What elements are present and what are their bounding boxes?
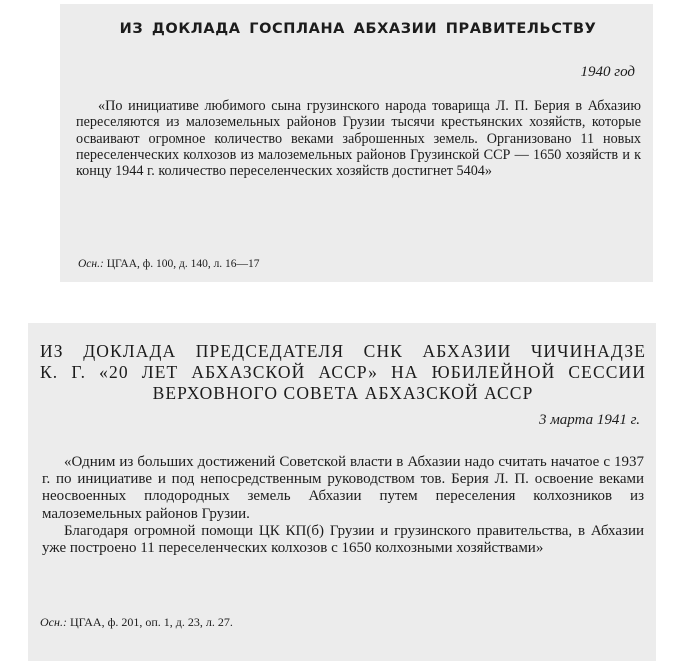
doc2-paragraph-1: «Одним из больших достижений Советской власти в Абхазии надо считать начатое с 1937 г. по инициативе и под непосредственным руководством тов. Берия Л. П. освоение веками неосвоенных плодородных земель Абхазии путем переселения колхозников из малоземельных районов Грузии. <box>42 454 644 522</box>
doc2-quote <box>42 454 644 557</box>
doc2-source-ref: ЦГАА, ф. 201, оп. 1, д. 23, л. 27. <box>69 615 233 629</box>
doc2-title <box>40 341 646 404</box>
document-excerpt-1 <box>60 4 653 282</box>
doc2-title-line-3: ВЕРХОВНОГО СОВЕТА АБХАЗСКОЙ АССР <box>152 383 534 403</box>
doc1-quote <box>76 98 641 179</box>
document-excerpt-2 <box>28 323 656 661</box>
doc2-date: 3 марта 1941 г. <box>538 412 640 428</box>
doc1-source-label: Осн.: <box>78 258 104 270</box>
doc2-paragraph-2: Благодаря огромной помощи ЦК КП(б) Грузии и грузинского правительства, в Абхазии уже построено 11 переселенческих колхозов с 1650 колхозными хозяйствами» <box>42 522 644 557</box>
doc1-date: 1940 год <box>580 64 635 80</box>
doc1-source <box>78 258 260 270</box>
doc1-quote-text: «По инициативе любимого сына грузинского народа товарища Л. П. Берия в Абхазию переселяются из малоземельных районов Грузии тысячи крестьянских хозяйств, которые осваивают огромное количество веками заброшенных земель. Организовано 11 новых переселенческих колхозов из малоземельных районов Грузинской ССР — 1650 хозяйств и к концу 1944 г. количество переселенческих хозяйств достигнет 5404» <box>76 98 641 180</box>
doc1-source-ref: ЦГАА, ф. 100, д. 140, л. 16—17 <box>106 258 260 270</box>
doc2-source-label: Осн.: <box>40 615 67 629</box>
doc1-title: ИЗ ДОКЛАДА ГОСПЛАНА АБХАЗИИ ПРАВИТЕЛЬСТВУ <box>119 21 597 37</box>
doc2-source <box>40 615 233 630</box>
doc2-title-line-1: ИЗ ДОКЛАДА ПРЕДСЕДАТЕЛЯ СНК АБХАЗИИ ЧИЧИНАДЗЕ <box>40 341 646 361</box>
doc2-title-line-2: К. Г. «20 ЛЕТ АБХАЗСКОЙ АССР» НА ЮБИЛЕЙНОЙ СЕССИИ <box>40 362 646 382</box>
